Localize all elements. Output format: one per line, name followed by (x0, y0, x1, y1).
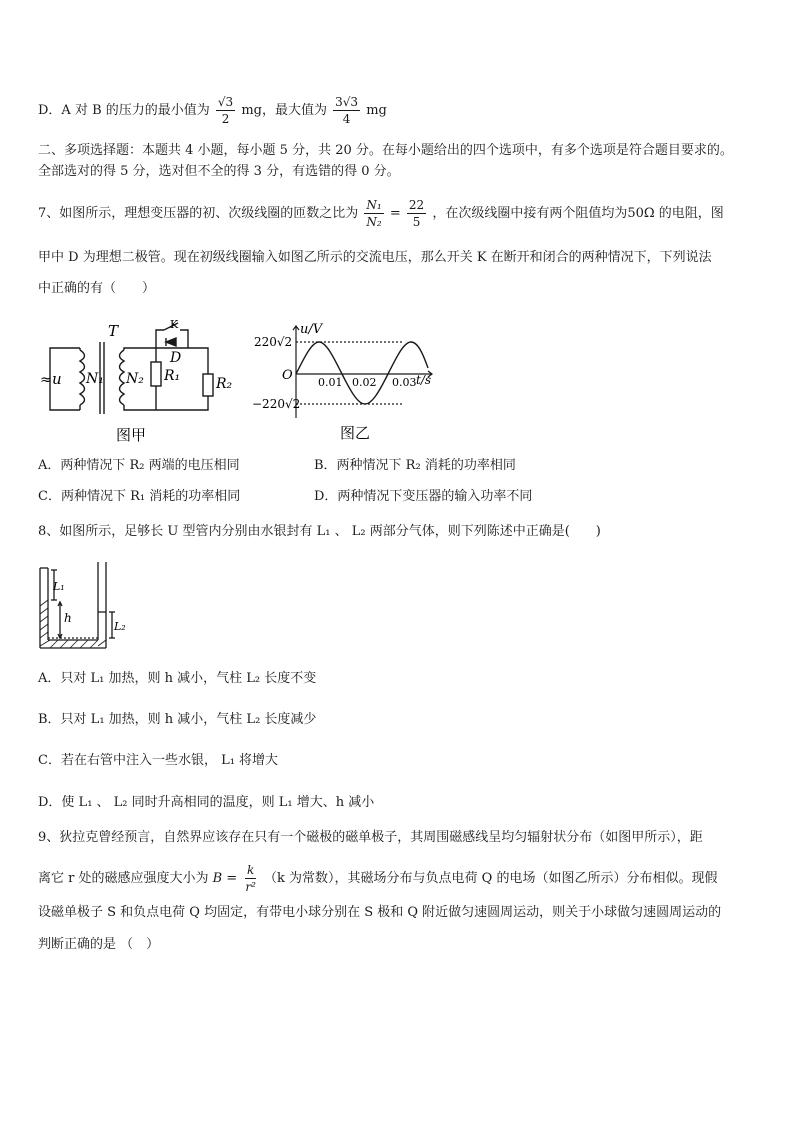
q6-option-d-suffix: mg (366, 103, 387, 118)
q6-option-d-fraction-max (333, 94, 360, 127)
q9-line3: 设磁单极子 S 和负点电荷 Q 均固定，有带电小球分别在 S 极和 Q 附近做匀速圆周运动，则关于小球做匀速圆周运动的 (38, 905, 722, 920)
switch-wire (156, 330, 164, 348)
fraction-denominator: r² (245, 880, 256, 894)
y-min-label: −220√2 (252, 397, 301, 411)
figure-b-caption: 图乙 (340, 424, 371, 442)
label-l2: L₂ (114, 620, 126, 633)
fraction-numerator: k (246, 863, 255, 877)
q7-ratio-value (407, 197, 426, 230)
mercury-hatching (40, 600, 106, 648)
q7-stem-line1 (38, 197, 724, 230)
origin-label: O (282, 368, 293, 383)
fraction-numerator: √3 (217, 95, 234, 109)
y-axis-label: u/V (300, 322, 323, 337)
q9-line2-part-a: 离它 r 处的磁感应强度大小为 (38, 871, 209, 886)
q8-option-c: C．若在右管中注入一些水银， L₁ 将增大 (38, 753, 279, 768)
q8-option-d: D．使 L₁ 、 L₂ 同时升高相同的温度，则 L₁ 增大、h 减小 (38, 795, 375, 810)
q7-option-c: C．两种情况下 R₁ 消耗的功率相同 (38, 489, 241, 504)
x-axis-label: t/s (416, 373, 432, 387)
q7-option-d: D．两种情况下变压器的输入功率不同 (314, 489, 533, 504)
q8-option-a: A．只对 L₁ 加热，则 h 减小，气柱 L₂ 长度不变 (38, 671, 317, 686)
q7-figure-waveform (252, 318, 442, 448)
figure-a-caption: 图甲 (116, 426, 147, 444)
q7-option-b: B．两种情况下 R₂ 消耗的功率相同 (314, 458, 516, 473)
r1-resistor (151, 362, 161, 386)
primary-coil (80, 350, 85, 405)
label-t: T (108, 322, 119, 340)
ac-source-icon: ≈ (40, 372, 52, 388)
q7-figure-circuit (38, 318, 238, 448)
q6-option-d-prefix: D．A 对 B 的压力的最小值为 (38, 103, 210, 118)
section2-line2: 全部选对的得 5 分，选对但不全的得 3 分，有选错的得 0 分。 (38, 164, 400, 179)
fraction-denominator: 2 (221, 112, 230, 126)
fraction-numerator: N₁ (366, 198, 382, 212)
q6-option-d (38, 94, 387, 127)
fraction-denominator: 4 (342, 112, 351, 126)
fraction-numerator: 3√3 (335, 95, 359, 109)
q7-stem-line2: 甲中 D 为理想二极管。现在初级线圈输入如图乙所示的交流电压，那么开关 K 在断开和闭合的两种情况下，下列说法 (38, 250, 712, 265)
label-n1: N₁ (86, 371, 104, 387)
q9-line1: 9、狄拉克曾经预言，自然界应该存在只有一个磁极的磁单极子，其周围磁感线呈均匀辐射状分布（如图甲所示），距 (38, 830, 703, 845)
label-r2: R₂ (216, 376, 233, 392)
q7-option-a: A．两种情况下 R₂ 两端的电压相同 (38, 458, 240, 473)
equals-sign: = (389, 206, 401, 221)
q6-option-d-mid: mg，最大值为 (241, 103, 327, 118)
r2-resistor (203, 374, 213, 396)
fraction-denominator: 5 (412, 215, 421, 229)
q8-stem: 8、如图所示，足够长 U 型管内分别由水银封有 L₁ 、 L₂ 两部分气体，则下列陈述中正确是( ) (38, 524, 601, 539)
q7-turns-ratio (364, 197, 383, 230)
label-l1: L₁ (53, 580, 65, 593)
q8-figure-u-tube (34, 560, 144, 660)
label-k: K (170, 318, 179, 331)
secondary-coil (120, 350, 125, 405)
label-d: D (170, 350, 182, 366)
tick-label: 0.01 (318, 376, 343, 389)
q8-option-b: B．只对 L₁ 加热，则 h 减小，气柱 L₂ 长度减少 (38, 712, 317, 727)
q7-stem-part1: 7、如图所示，理想变压器的初、次级线圈的匝数之比为 (38, 206, 359, 221)
q7-stem-part2: ，在次级线圈中接有两个阻值均为50Ω 的电阻，图 (432, 206, 724, 221)
label-h: h (64, 611, 72, 625)
q9-line4: 判断正确的是 （ ） (38, 937, 160, 952)
y-max-label: 220√2 (254, 335, 293, 349)
secondary-bottom-wire (124, 396, 208, 410)
tick-label: 0.03 (392, 376, 417, 389)
label-r1: R₁ (164, 368, 181, 384)
sine-curve (296, 342, 428, 404)
fraction-denominator: N₂ (366, 215, 382, 229)
tick-label: 0.02 (352, 376, 377, 389)
q7-stem-line3: 中正确的有（ ） (38, 281, 156, 296)
label-u: u (52, 370, 62, 388)
q6-option-d-fraction-min (216, 94, 235, 127)
formula-fraction (243, 862, 258, 895)
label-n2: N₂ (126, 371, 144, 387)
q9-line2 (38, 862, 717, 895)
q9-line2-part-b: （k 为常数），其磁场分布与负点电荷 Q 的电场（如图乙所示）分布相似。现假 (264, 871, 718, 886)
section2-line1: 二、多项选择题：本题共 4 小题，每小题 5 分，共 20 分。在每小题给出的四个选项中，有多个选项是符合题目要求的。 (38, 143, 733, 158)
formula-lhs: B = (212, 871, 238, 886)
fraction-numerator: 22 (408, 198, 425, 212)
diode-d (166, 338, 176, 346)
